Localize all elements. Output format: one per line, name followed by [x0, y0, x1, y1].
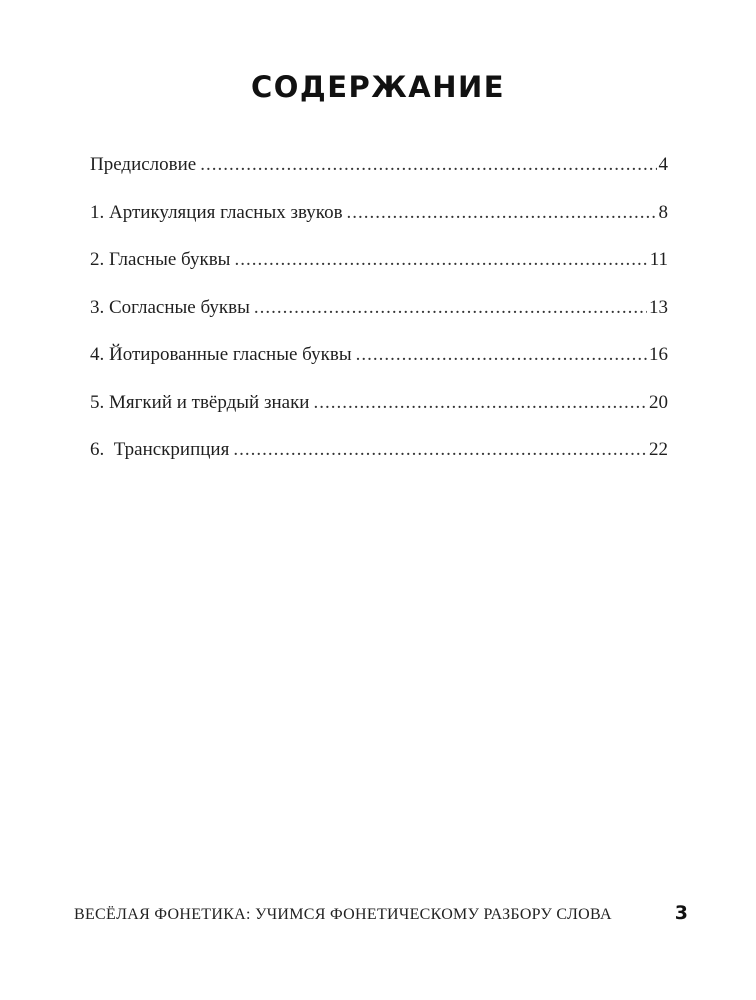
toc-entry-page: 20: [649, 391, 668, 413]
dot-leader: [200, 154, 656, 176]
toc-entry-page: 13: [649, 296, 668, 318]
toc-entry-vowel-articulation[interactable]: [90, 202, 668, 250]
toc-entry-label: Предисловие: [90, 154, 197, 175]
dot-leader: [254, 297, 647, 319]
toc-entry-label: 1. Артикуляция гласных звуков: [90, 201, 343, 223]
dot-leader: [313, 392, 647, 414]
toc-entry-page: 11: [649, 249, 668, 270]
page-title: СОДЕРЖАНИЕ: [250, 70, 506, 104]
toc-entry-label: 6. Транскрипция: [90, 439, 230, 460]
dot-leader: [233, 439, 647, 461]
dot-leader: [347, 202, 657, 224]
toc-entry-soft-hard-signs[interactable]: [90, 392, 668, 440]
toc-entry-label: 4. Йотированные гласные буквы: [90, 344, 352, 365]
toc-entry-preface[interactable]: [90, 154, 668, 202]
toc-entry-iotated-vowels[interactable]: [90, 344, 668, 392]
page-number: 3: [674, 902, 688, 924]
toc-entry-vowel-letters[interactable]: [90, 249, 668, 297]
page-footer: [74, 902, 688, 924]
toc-entry-label: 2. Гласные буквы: [90, 249, 231, 270]
toc-entry-label: 5. Мягкий и твёрдый знаки: [90, 391, 310, 413]
toc-entry-label: 3. Согласные буквы: [90, 296, 250, 318]
toc-entry-consonant-letters[interactable]: [90, 297, 668, 345]
dot-leader: [234, 249, 647, 271]
toc-entry-page: 8: [658, 201, 668, 223]
toc-entry-page: 4: [658, 154, 668, 175]
table-of-contents: [90, 154, 668, 487]
dot-leader: [356, 344, 647, 366]
toc-entry-transcription[interactable]: [90, 439, 668, 487]
running-title: ВЕСЁЛАЯ ФОНЕТИКА: УЧИМСЯ ФОНЕТИЧЕСКОМУ РАЗБОРУ СЛОВА: [74, 906, 612, 923]
toc-entry-page: 22: [649, 439, 668, 460]
toc-entry-page: 16: [649, 344, 668, 365]
